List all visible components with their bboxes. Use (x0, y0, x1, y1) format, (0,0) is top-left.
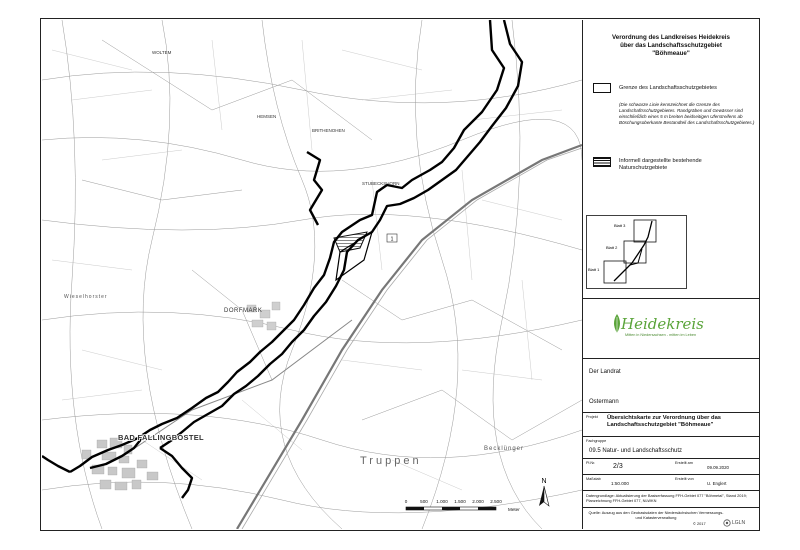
fachgruppe-label: Fachgruppe (586, 439, 607, 443)
overview-blatt1: Blatt 1 (588, 267, 600, 272)
overview-blatt2: Blatt 2 (606, 245, 618, 250)
erstellt-am-value: 09.09.2020 (707, 465, 729, 470)
copyright-text: © 2017 (693, 521, 706, 526)
datengrundlage-block (583, 490, 759, 507)
place-labels (64, 50, 524, 467)
legend-panel (583, 20, 759, 529)
boundary-legend-label: Grenze des Landschaftsschutzgebietes (619, 85, 717, 91)
place-truppen: Truppen (360, 455, 422, 467)
nature-reserve-legend-label: Informell dargestellte bestehende Naturschutzgebiete (619, 158, 702, 171)
north-arrow (536, 476, 552, 515)
quelle-text: Quelle: Auszug aus den Geobasisdaten der Niedersächsischen Vermessungs- und Katasterverwaltung (588, 510, 724, 520)
heidekreis-logo (583, 298, 759, 359)
place-bad-fallingbostel: BAD FALLINGBOSTEL (118, 433, 204, 442)
scale-tick-500: 500 (420, 499, 428, 504)
scale-tick-0: 0 (404, 499, 408, 504)
north-label: N (541, 478, 547, 485)
plan-label: Pl.Nr. (586, 461, 596, 465)
overview-map-svg (586, 215, 687, 289)
legend-title-line1: Verordnung des Landkreises Heidekreis (612, 34, 730, 41)
road-sign-label: 1 (390, 236, 394, 243)
place-dorfmark: DORFMARK (224, 308, 263, 314)
overview-blatt3: Blatt 3 (614, 223, 626, 228)
place-hemsen: HEMSEN (257, 114, 277, 119)
projekt-block (583, 412, 759, 436)
base-map-lines (42, 20, 582, 529)
legend-title-line3: "Böhmeaue" (652, 50, 690, 57)
motorway (237, 145, 582, 529)
boundary-legend-note: (Die schwarze Linie kennzeichnet die Grenze des Landschaftsschutzgebietes. Randgräben und Gewässer sind einschließlich eines 5 m breiten beidseitigen Uferstreifens ab Böschungsoberkante Bestandteil des Landschaftsschutzgebietes.) (619, 102, 755, 125)
nature-reserve-legend-symbol (593, 157, 611, 167)
authority-name: Der Landrat (589, 369, 621, 375)
fachgruppe-value: 09.5 Natur- und Landschaftsschutz (589, 448, 683, 454)
scale-tick-2000: 2.000 (472, 499, 484, 504)
logo-tagline: Mitten in Niedersachsen - mitten im Leben (625, 333, 697, 337)
datengrundlage-text: Datengrundlage: Aktualisierung der Basiserfassung FFH-Gebiet 077 "Böhmetal", Stand 2019; Planzeichnung FFH-Gebiet 077, NLWKN (586, 493, 747, 503)
scale-bar (404, 497, 524, 524)
projekt-title: Übersichtskarte zur Verordnung über das Landschaftsschutzgebiet "Böhmeaue" (607, 415, 722, 429)
erstellt-am-label: Erstellt am (675, 461, 693, 465)
town-dorfmark (247, 302, 280, 330)
projekt-label: Projekt (586, 415, 598, 419)
overview-map[interactable] (586, 215, 687, 287)
place-woltem: WOLTEM (152, 50, 172, 55)
railway (132, 320, 352, 450)
north-arrow-icon (536, 476, 552, 510)
scale-bar-svg (404, 497, 524, 519)
place-brithenohen: BRITHENOHEN (312, 128, 345, 133)
erstellt-von-label: Erstellt von (675, 477, 694, 481)
lgln-icon (723, 519, 731, 527)
fachgruppe-block (583, 436, 759, 458)
signatory-name: Ostermann (589, 399, 619, 405)
massstab-value: 1:50.000 (611, 481, 629, 486)
legend-title (583, 34, 759, 58)
quelle-block (583, 507, 759, 529)
protected-area-boundary[interactable] (42, 20, 525, 498)
authority-block (583, 358, 759, 405)
lgln-text: LGLN (732, 520, 746, 526)
scale-tick-2500: 2.500 (490, 499, 502, 504)
boundary-legend-symbol (593, 83, 611, 93)
place-stubeckshorn: STUBECKSHORN (362, 181, 400, 186)
place-wieselhorster: Wieselhorster (64, 294, 108, 300)
scale-unit: Meter (508, 507, 520, 512)
erstellt-von-value: U. Englert (707, 481, 727, 486)
scale-tick-1000: 1.000 (436, 499, 448, 504)
plan-value: 2/3 (613, 463, 623, 470)
plan-row (583, 458, 759, 474)
logo-name: Heidekreis (621, 315, 704, 333)
scale-tick-1500: 1.500 (454, 499, 466, 504)
map-svg (42, 20, 582, 529)
massstab-row (583, 474, 759, 490)
massstab-label: Maßstab (586, 477, 601, 481)
map-area[interactable] (42, 20, 583, 529)
legend-title-line2: über das Landschaftsschutzgebiet (620, 42, 722, 49)
place-becklinger: Becklünger (484, 446, 525, 452)
